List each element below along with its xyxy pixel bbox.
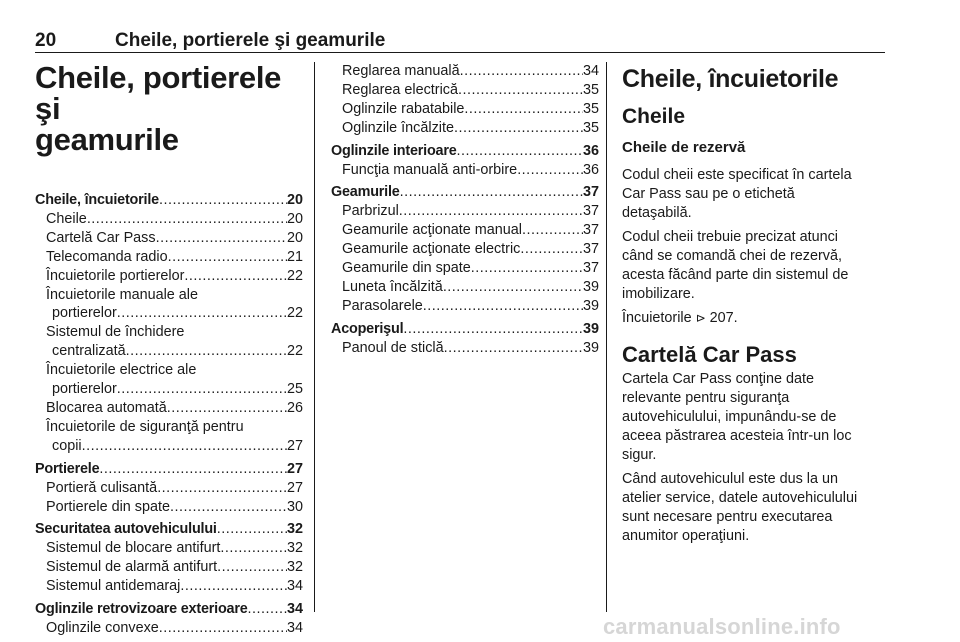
toc-leader-dots [443, 278, 583, 297]
subsubsection-heading: Cheile de rezervă [622, 139, 746, 156]
section-heading: Cheile, încuietorile [622, 65, 839, 93]
column-divider [606, 62, 607, 612]
toc-page-number: 25 [286, 381, 303, 398]
toc-page-number: 39 [582, 297, 599, 314]
toc-leader-dots [403, 320, 583, 339]
toc-leader-dots [167, 399, 287, 418]
toc-entry[interactable] [35, 399, 303, 418]
toc-entry-title: Cheile [46, 210, 87, 227]
toc-entry-title: portierelor [52, 381, 117, 398]
toc-entry-title: Cartelă Car Pass [46, 229, 156, 246]
toc-page-number: 27 [286, 437, 303, 454]
toc-entry-title: Luneta încălzită [342, 278, 443, 295]
toc-page-number: 35 [582, 100, 599, 117]
toc-entry-title: Portierele din spate [46, 498, 170, 515]
paragraph: Cartela Car Pass conţine date relevante pentru siguranţa autovehiculului, impunându-se de aceea păstrarea acesteia într-un loc sigur. [622, 371, 852, 463]
toc-leader-dots [217, 520, 287, 539]
toc-entry-title: Geamurile acţionate electric [342, 241, 521, 258]
toc-page-number: 37 [582, 260, 599, 277]
toc-page-number: 34 [286, 619, 303, 636]
toc-entry-title: Încuietorile portierelor [46, 267, 185, 284]
toc-entry-title: copii [52, 437, 82, 454]
toc-leader-dots [471, 259, 583, 278]
toc-leader-dots [460, 62, 583, 81]
toc-entry-line[interactable]: Încuietorile manuale ale [46, 286, 198, 303]
toc-leader-dots [156, 229, 287, 248]
toc-entry[interactable] [331, 161, 599, 180]
toc-leader-dots [99, 460, 287, 479]
toc-page-number: 26 [286, 399, 303, 416]
running-title: Cheile, portierele şi geamurile [115, 30, 386, 51]
toc-page-number: 21 [286, 248, 303, 265]
toc-entry[interactable] [331, 259, 599, 278]
toc-page-number: 20 [286, 229, 303, 246]
toc-leader-dots [444, 339, 583, 358]
toc-entry-title: Oglinzile retrovizoare exterioare [35, 601, 248, 618]
toc-entry[interactable] [35, 229, 303, 248]
toc-entry[interactable] [331, 339, 599, 358]
toc-entry[interactable] [331, 81, 599, 100]
toc-leader-dots [184, 267, 287, 286]
paragraph: Codul cheii trebuie precizat atunci când se comandă chei de rezervă, acesta făcând parte din sistemul de imobilizare. [622, 229, 849, 302]
toc-page-number: 27 [286, 479, 303, 496]
toc-page-number: 34 [582, 63, 599, 79]
toc-page-number: 22 [286, 267, 303, 284]
toc-leader-dots [517, 161, 583, 180]
toc-page-number: 27 [286, 460, 303, 477]
cross-reference[interactable]: Încuietorile ⊳ 207. [622, 310, 738, 326]
toc-entry[interactable] [331, 119, 599, 138]
toc-entry-title: Acoperişul [331, 320, 404, 337]
toc-entry-title: Sistemul de blocare antifurt [46, 540, 221, 557]
toc-section-entry[interactable] [331, 320, 599, 339]
toc-page-number: 34 [286, 578, 303, 595]
toc-entry-title: Oglinzile convexe [46, 619, 159, 636]
toc-entry-title: Sistemul de alarmă antifurt [46, 559, 218, 576]
toc-entry[interactable] [331, 62, 599, 81]
subsection-heading: Cheile [622, 105, 686, 128]
toc-entry-title: Panoul de sticlă [342, 339, 444, 356]
toc-leader-dots [168, 248, 287, 267]
toc-page-number: 35 [582, 119, 599, 136]
toc-entry[interactable] [35, 577, 303, 596]
section-heading-car-pass: Cartelă Car Pass [622, 342, 797, 367]
toc-entry-line[interactable]: Încuietorile electrice ale [46, 362, 197, 379]
toc-entry-title: Portieră culisantă [46, 479, 158, 496]
chapter-title: Cheile, portierele şi geamurile [35, 60, 282, 157]
toc-entry[interactable] [35, 498, 303, 517]
toc-leader-dots [82, 437, 287, 456]
toc-leader-dots [87, 210, 287, 229]
toc-page-number: 34 [286, 601, 303, 618]
toc-entry-title: Oglinzile interioare [331, 142, 457, 159]
toc-leader-dots [458, 81, 583, 100]
toc-page-number: 32 [286, 540, 303, 557]
toc-leader-dots [126, 342, 287, 361]
toc-entry[interactable] [35, 619, 303, 638]
table-of-contents [35, 191, 303, 638]
page-reference-arrow-icon: ⊳ [695, 311, 706, 325]
toc-leader-dots [457, 142, 583, 161]
toc-page-number: 39 [582, 278, 599, 295]
page-number: 20 [35, 30, 57, 51]
toc-page-number: 22 [286, 305, 303, 322]
toc-section-entry[interactable] [35, 520, 303, 539]
toc-section-entry[interactable] [35, 600, 303, 619]
toc-section-entry[interactable] [331, 183, 599, 202]
toc-entry[interactable] [35, 248, 303, 267]
toc-entry[interactable] [35, 304, 303, 323]
toc-page-number: 37 [582, 184, 599, 201]
table-of-contents-continued [331, 62, 599, 358]
toc-entry[interactable] [35, 558, 303, 577]
toc-entry-title: Funcţia manuală anti-orbire [342, 161, 518, 178]
toc-leader-dots [220, 539, 287, 558]
paragraph: Codul cheii este specificat în cartela Car Pass sau pe o etichetă detaşabilă. [622, 167, 852, 221]
toc-leader-dots [217, 558, 287, 577]
toc-entry-title: Portierele [35, 460, 100, 477]
toc-entry-line[interactable]: Sistemul de închidere [46, 324, 185, 341]
toc-entry-title: Geamurile [331, 184, 400, 201]
toc-section-entry[interactable] [35, 460, 303, 479]
toc-page-number: 32 [286, 559, 303, 576]
toc-entry[interactable] [35, 539, 303, 558]
toc-leader-dots [454, 119, 583, 138]
toc-entry-title: Securitatea autovehiculului [35, 521, 217, 538]
toc-entry-title: centralizată [52, 343, 126, 360]
toc-entry[interactable] [35, 342, 303, 361]
toc-leader-dots [159, 191, 287, 210]
toc-page-number: 39 [582, 339, 599, 356]
toc-page-number: 20 [286, 192, 303, 208]
toc-leader-dots [248, 600, 287, 619]
toc-entry-title: Reglarea manuală [342, 63, 460, 79]
toc-entry-title: Telecomanda radio [46, 248, 168, 265]
toc-entry[interactable] [331, 240, 599, 259]
page-header [35, 30, 885, 53]
toc-entry-title: Cheile, încuietorile [35, 192, 159, 208]
toc-page-number: 37 [582, 203, 599, 220]
toc-entry-title: Parbrizul [342, 203, 399, 220]
toc-page-number: 32 [286, 521, 303, 538]
toc-entry-title: portierelor [52, 305, 117, 322]
toc-leader-dots [464, 100, 583, 119]
toc-page-number: 37 [582, 241, 599, 258]
toc-leader-dots [180, 577, 287, 596]
toc-page-number: 20 [286, 210, 303, 227]
paragraph: Când autovehiculul este dus la un atelier service, datele autovehiculului sunt necesare pentru executarea anumitor operaţiuni. [622, 471, 858, 544]
toc-entry-title: Reglarea electrică [342, 81, 458, 98]
toc-leader-dots [117, 380, 287, 399]
toc-entry[interactable] [331, 100, 599, 119]
watermark: carmanualsonline.info [603, 614, 841, 639]
toc-leader-dots [157, 479, 287, 498]
toc-entry-title: Oglinzile rabatabile [342, 100, 465, 117]
toc-column-1 [35, 62, 303, 638]
toc-entry[interactable] [35, 380, 303, 399]
toc-entry-title: Oglinzile încălzite [342, 119, 454, 136]
toc-leader-dots [522, 221, 583, 240]
toc-entry-title: Sistemul antidemaraj [46, 578, 181, 595]
toc-page-number: 39 [582, 320, 599, 337]
toc-entry-title: Geamurile din spate [342, 260, 471, 277]
toc-section-entry[interactable] [331, 142, 599, 161]
toc-entry[interactable] [35, 479, 303, 498]
toc-entry[interactable] [331, 297, 599, 316]
toc-leader-dots [170, 498, 287, 517]
toc-page-number: 37 [582, 222, 599, 239]
toc-entry[interactable] [35, 437, 303, 456]
toc-leader-dots [520, 240, 583, 259]
toc-entry-title: Geamurile acţionate manual [342, 222, 522, 239]
toc-entry[interactable] [331, 278, 599, 297]
toc-leader-dots [117, 304, 287, 323]
toc-entry[interactable] [35, 210, 303, 229]
toc-entry-title: Parasolarele [342, 297, 423, 314]
toc-section-entry[interactable] [35, 191, 303, 210]
toc-page-number: 22 [286, 343, 303, 360]
toc-entry-title: Blocarea automată [46, 399, 167, 416]
content-column [622, 62, 890, 551]
toc-entry[interactable] [331, 221, 599, 240]
toc-leader-dots [400, 183, 583, 202]
toc-leader-dots [399, 202, 583, 221]
toc-leader-dots [423, 297, 583, 316]
toc-entry-line[interactable]: Încuietorile de siguranţă pentru [46, 418, 244, 435]
toc-entry[interactable] [331, 202, 599, 221]
column-divider [314, 62, 315, 612]
toc-column-2 [331, 62, 599, 358]
toc-page-number: 35 [582, 81, 599, 98]
toc-page-number: 36 [582, 161, 599, 178]
toc-entry[interactable] [35, 267, 303, 286]
toc-page-number: 30 [286, 498, 303, 515]
toc-page-number: 36 [582, 142, 599, 159]
toc-leader-dots [159, 619, 287, 638]
